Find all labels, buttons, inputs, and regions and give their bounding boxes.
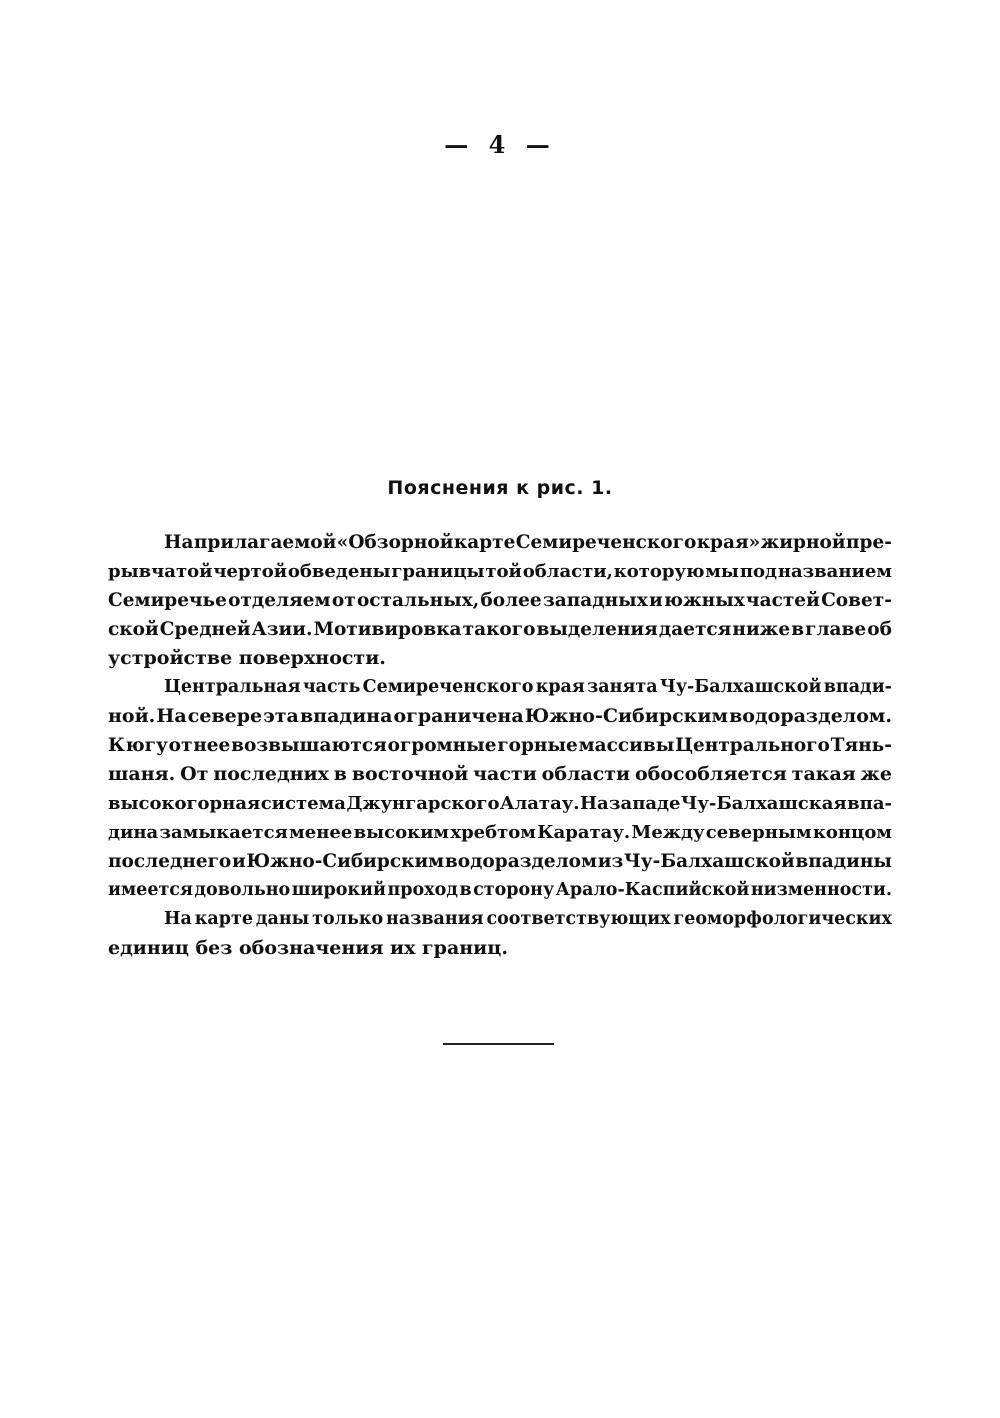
text-line: Центральная часть Семиреченского края занята Чу-Балхашской впади- — [164, 677, 892, 697]
text-line: Семиречье отделяем от остальных, более западных и южных частей Совет- — [108, 590, 892, 611]
text-line: дина замыкается менее высоким хребтом Каратау. Между северным концом — [108, 822, 892, 843]
text-line: последнего и Южно-Сибирским водоразделом из Чу-Балхашской впадины — [108, 851, 892, 872]
text-line: На прилагаемой «Обзорной карте Семиреченского края» жирной пре- — [164, 532, 892, 553]
text-line: ской Средней Азии. Мотивировка такого выделения дается ниже в главе об — [108, 619, 892, 640]
body-text — [108, 528, 892, 963]
page-number: — 4 — — [444, 130, 556, 159]
text-line: На карте даны только названия соответствующих геоморфологических — [164, 909, 892, 929]
section-divider — [443, 1043, 554, 1045]
text-line: единиц без обозначения их границ. — [108, 937, 508, 959]
text-line: высокогорная система Джунгарского Алатау. На западе Чу-Балхашская впа- — [108, 793, 892, 814]
text-line: К югу от нее возвышаются огромные горные массивы Центрального Тянь- — [108, 735, 892, 756]
section-heading: Пояснения к рис. 1. — [387, 477, 613, 499]
text-line: имеется довольно широкий проход в сторону Арало-Каспийской низменности. — [108, 880, 892, 900]
text-line: устройстве поверхности. — [108, 647, 386, 669]
text-line: шаня. От последних в восточной части области обособляется такая же — [108, 763, 892, 785]
text-line: рывчатой чертой обведены границы той области, которую мы под названием — [108, 561, 892, 582]
text-line: ной. На севере эта впадина ограничена Южно-Сибирским водоразделом. — [108, 705, 892, 727]
